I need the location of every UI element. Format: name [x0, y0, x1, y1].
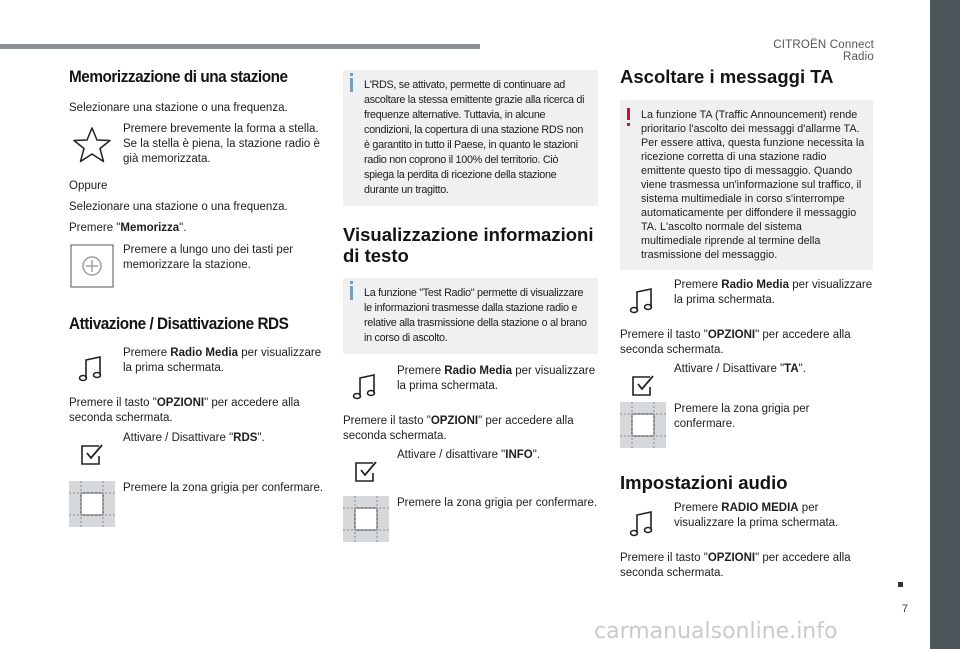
step-star	[69, 122, 327, 168]
step-plus-text: Premere a lungo uno dei tasti per memorizzare la stazione.	[123, 244, 294, 271]
music-note-icon	[620, 501, 666, 547]
paragraph-select-station: Selezionare una stazione o una frequenza.	[69, 102, 288, 114]
warning-box-ta	[620, 100, 873, 270]
paragraph-options: Premere il tasto "OPZIONI" per accedere alla seconda schermata.	[69, 397, 300, 424]
step-grey-zone	[620, 402, 873, 448]
plus-icon	[69, 243, 115, 289]
step-grey-zone	[69, 481, 327, 527]
music-note-icon	[620, 278, 666, 324]
step-check-info	[343, 448, 598, 494]
step-radio-media-text: Premere Radio Media per visualizzare la prima schermata.	[674, 279, 873, 306]
brand-header: CITROËN Connect Radio	[773, 39, 874, 63]
star-icon	[69, 122, 115, 168]
warning-box-ta-text: La funzione TA (Traffic Announcement) rende prioritario l'ascolto dei messaggi d'allarme TA. Per essere attiva, questa funzione necessita la ricezione corretta di una stazione radio emittente questo tipo di messaggio. Quando viene trasmessa un'informazione sul traffico, il sistema multimediale in corso s'interrompe automaticamente per diffondere il messaggio TA. L'ascolto normale del sistema multimediale riprende al termine della trasmissione del messaggio.	[641, 109, 865, 261]
column-2	[343, 70, 598, 542]
step-radio-media-text: Premere Radio Media per visualizzare la prima schermata.	[397, 365, 596, 392]
checkbox-icon	[69, 431, 115, 477]
step-grey-zone-text: Premere la zona grigia per confermare.	[123, 482, 324, 494]
page-number: 7	[901, 603, 908, 615]
paragraph-or: Oppure	[69, 180, 108, 192]
watermark: carmanualsonline.info	[594, 619, 838, 644]
info-box-text-radio-text: La funzione "Test Radio" permette di visualizzare le informazioni trasmesse dalla stazione radio e relative alla trasmissione della stazione o al brano in corso di ascolto.	[364, 287, 587, 344]
column-3	[620, 66, 873, 581]
header-rule	[0, 44, 480, 49]
info-box-rds-text: L'RDS, se attivato, permette di continuare ad ascoltare la stessa emittente grazie alla ricerca di frequenze alternative. Tuttavia, in alcune condizioni, la copertura di una stazione RDS non è garantito in tutto il Paese, in quanto le stazioni radio non coprono il 100% del territorio. Ciò spiega la perdita di ricezione della stazione durante un tragitto.	[364, 79, 585, 196]
info-icon	[350, 286, 353, 300]
step-radio-media	[620, 278, 873, 324]
info-icon	[350, 78, 353, 92]
step-check-ta-text: Attivare / Disattivare "TA".	[674, 363, 806, 375]
paragraph-press-memorize: Premere "Memorizza".	[69, 222, 187, 234]
section-title-ta: Ascoltare i messaggi TA	[620, 66, 834, 87]
section-title-memorize: Memorizzazione di una stazione	[69, 67, 288, 86]
warning-icon	[627, 108, 630, 120]
step-check-rds	[69, 431, 327, 477]
step-radio-media-text: Premere Radio Media per visualizzare la prima schermata.	[123, 347, 322, 374]
page-sidebar	[930, 0, 960, 649]
checkbox-icon	[343, 448, 389, 494]
section-title-text-info: Visualizzazione informazioni di testo	[343, 224, 594, 266]
info-box-text-radio	[343, 278, 598, 354]
step-plus	[69, 243, 327, 289]
step-radio-media	[343, 364, 598, 410]
grey-zone-icon	[69, 481, 115, 527]
step-grey-zone-text: Premere la zona grigia per confermare.	[397, 497, 598, 509]
music-note-icon	[343, 364, 389, 410]
grey-zone-icon	[343, 496, 389, 542]
step-radio-media-2-text: Premere RADIO MEDIA per visualizzare la prima schermata.	[674, 502, 839, 529]
paragraph-select-station-2: Selezionare una stazione o una frequenza.	[69, 201, 288, 213]
page-marker	[898, 582, 903, 587]
column-1	[69, 66, 327, 527]
music-note-icon	[69, 346, 115, 392]
grey-zone-icon	[620, 402, 666, 448]
step-check-info-text: Attivare / disattivare "INFO".	[397, 449, 541, 461]
step-radio-media-2	[620, 501, 873, 547]
section-title-audio: Impostazioni audio	[620, 472, 788, 493]
info-box-rds	[343, 70, 598, 206]
paragraph-options: Premere il tasto "OPZIONI" per accedere alla seconda schermata.	[620, 329, 851, 356]
step-grey-zone-text: Premere la zona grigia per confermare.	[674, 403, 810, 430]
step-star-text: Premere brevemente la forma a stella. Se la stella è piena, la stazione radio è già memorizzata.	[123, 123, 320, 165]
paragraph-options: Premere il tasto "OPZIONI" per accedere alla seconda schermata.	[343, 415, 574, 442]
step-check-rds-text: Attivare / Disattivare "RDS".	[123, 432, 265, 444]
paragraph-options-2: Premere il tasto "OPZIONI" per accedere alla seconda schermata.	[620, 552, 851, 579]
section-title-rds: Attivazione / Disattivazione RDS	[69, 314, 289, 333]
step-radio-media	[69, 346, 327, 392]
step-grey-zone	[343, 496, 598, 542]
